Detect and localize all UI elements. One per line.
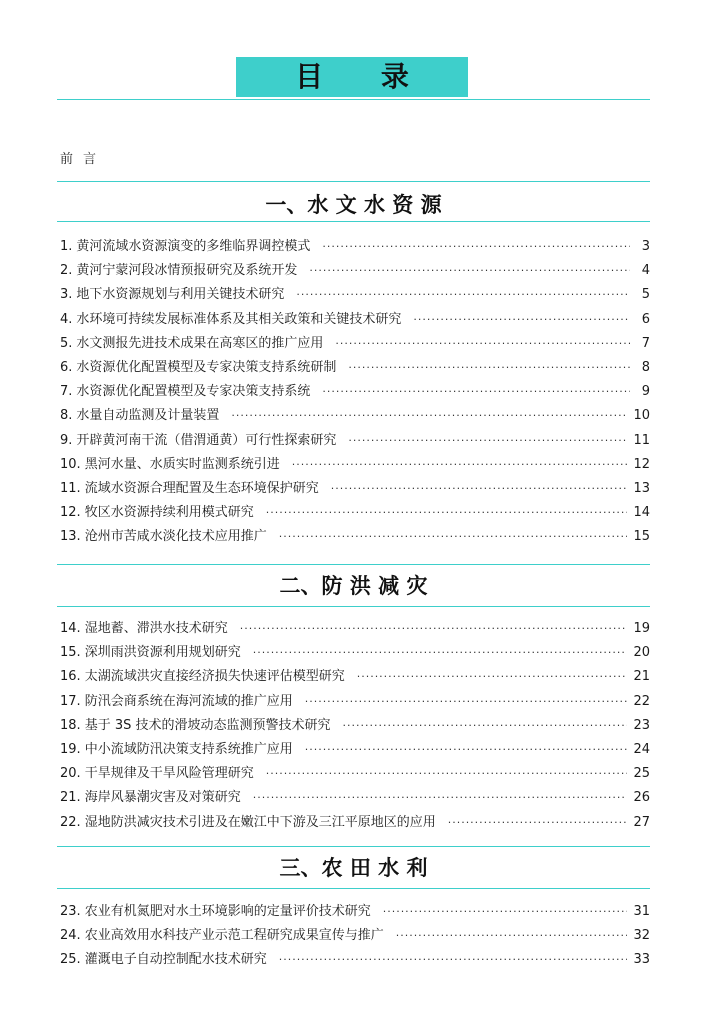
leader-dots bbox=[342, 719, 627, 732]
divider bbox=[57, 221, 650, 222]
leader-dots bbox=[331, 482, 628, 495]
divider bbox=[57, 888, 650, 889]
toc-entry-page: 4 bbox=[641, 263, 650, 279]
toc-entry-number: 3. bbox=[60, 287, 73, 303]
toc-entry-title: 干旱规律及干旱风险管理研究 bbox=[84, 766, 254, 782]
toc-entry[interactable] bbox=[60, 811, 650, 835]
toc-entry-title: 农业有机氮肥对水土环境影响的定量评价技术研究 bbox=[84, 904, 371, 919]
toc-entry-page: 24 bbox=[633, 741, 650, 757]
toc-entry-page: 12 bbox=[633, 456, 650, 472]
toc-entry-title: 黑河水量、水质实时监测系统引进 bbox=[84, 456, 280, 472]
toc-entry[interactable] bbox=[60, 714, 650, 738]
toc-entry[interactable] bbox=[60, 738, 650, 762]
toc-entry-page: 7 bbox=[641, 335, 650, 351]
toc-entry-number: 17. bbox=[60, 693, 81, 709]
toc-entry-title: 深圳雨洪资源利用规划研究 bbox=[84, 645, 241, 661]
toc-entry[interactable] bbox=[60, 404, 650, 428]
leader-dots bbox=[279, 530, 628, 543]
toc-entry[interactable] bbox=[60, 690, 650, 714]
toc-entry[interactable] bbox=[60, 525, 650, 549]
toc-entry-number: 1. bbox=[60, 239, 73, 254]
toc-entry[interactable] bbox=[60, 641, 650, 665]
toc-entry-number: 13. bbox=[60, 529, 81, 545]
toc-entry-title: 牧区水资源持续利用模式研究 bbox=[84, 505, 254, 521]
toc-entry[interactable] bbox=[60, 948, 650, 972]
leader-dots bbox=[279, 953, 628, 966]
toc-entry-number: 24. bbox=[60, 928, 81, 944]
toc-entry-number: 10. bbox=[60, 456, 81, 472]
leader-dots bbox=[305, 695, 628, 708]
leader-dots bbox=[396, 929, 628, 942]
toc-entry-title: 沧州市苦咸水淡化技术应用推广 bbox=[84, 529, 267, 545]
toc-entry[interactable] bbox=[60, 259, 650, 283]
toc-entry[interactable] bbox=[60, 453, 650, 477]
leader-dots bbox=[266, 767, 628, 780]
toc-entry-title: 水环境可持续发展标准体系及其相关政策和关键技术研究 bbox=[76, 311, 402, 327]
toc-entry[interactable] bbox=[60, 762, 650, 786]
leader-dots bbox=[322, 240, 630, 253]
toc-entry-number: 5. bbox=[60, 335, 73, 351]
toc-entry-number: 20. bbox=[60, 766, 81, 782]
toc-entry[interactable] bbox=[60, 235, 650, 259]
section-title-irrigation: 三、农 田 水 利 bbox=[279, 855, 428, 880]
toc-entry[interactable] bbox=[60, 617, 650, 641]
toc-entry-title: 黄河流域水资源演变的多维临界调控模式 bbox=[76, 239, 311, 254]
toc-entry-number: 21. bbox=[60, 790, 81, 806]
leader-dots bbox=[348, 361, 630, 374]
divider bbox=[57, 181, 650, 182]
leader-dots bbox=[348, 434, 627, 447]
toc-entry-page: 22 bbox=[633, 693, 650, 709]
toc-entry-page: 33 bbox=[633, 952, 650, 968]
toc-entry-number: 11. bbox=[60, 480, 81, 496]
toc-entry[interactable] bbox=[60, 924, 650, 948]
leader-dots bbox=[322, 385, 630, 398]
toc-entry[interactable] bbox=[60, 429, 650, 453]
leader-dots bbox=[253, 791, 628, 804]
divider bbox=[57, 606, 650, 607]
toc-entry-page: 5 bbox=[641, 287, 650, 303]
section-title-flood-control: 二、防 洪 减 灾 bbox=[279, 573, 428, 598]
toc-entry-title: 开辟黄河南干流（借渭通黄）可行性探索研究 bbox=[76, 432, 337, 448]
toc-entry-page: 31 bbox=[633, 904, 650, 919]
toc-entry-page: 11 bbox=[633, 432, 650, 448]
leader-dots bbox=[231, 409, 627, 422]
toc-entry[interactable] bbox=[60, 283, 650, 307]
toc-entry-page: 19 bbox=[633, 621, 650, 636]
toc-entry[interactable] bbox=[60, 380, 650, 404]
divider bbox=[57, 99, 650, 100]
toc-entry-number: 4. bbox=[60, 311, 73, 327]
toc-entry-title: 黄河宁蒙河段冰情预报研究及系统开发 bbox=[76, 263, 298, 279]
toc-entry-page: 23 bbox=[633, 717, 650, 733]
leader-dots bbox=[357, 670, 628, 683]
leader-dots bbox=[253, 646, 628, 659]
toc-entry-title: 水资源优化配置模型及专家决策支持系统研制 bbox=[76, 359, 337, 375]
toc-entry-number: 19. bbox=[60, 741, 81, 757]
leader-dots bbox=[413, 313, 630, 326]
toc-entry[interactable] bbox=[60, 477, 650, 501]
toc-entry-number: 8. bbox=[60, 408, 73, 424]
toc-entry-page: 13 bbox=[633, 480, 650, 496]
toc-entry[interactable] bbox=[60, 332, 650, 356]
toc-entry-page: 15 bbox=[633, 529, 650, 545]
toc-entry-title: 水量自动监测及计量装置 bbox=[76, 408, 220, 424]
toc-entry-title: 农业高效用水科技产业示范工程研究成果宣传与推广 bbox=[84, 928, 384, 944]
toc-entry-number: 23. bbox=[60, 904, 81, 919]
toc-entry-page: 26 bbox=[633, 790, 650, 806]
toc-entry[interactable] bbox=[60, 786, 650, 810]
section-title-hydrology: 一、水 文 水 资 源 bbox=[265, 192, 442, 217]
toc-entry-title: 流域水资源合理配置及生态环境保护研究 bbox=[84, 480, 319, 496]
toc-list-section-1 bbox=[60, 235, 650, 549]
leader-dots bbox=[240, 622, 628, 635]
toc-list-section-2 bbox=[60, 617, 650, 835]
toc-entry-number: 14. bbox=[60, 621, 81, 636]
toc-entry-number: 7. bbox=[60, 384, 73, 400]
toc-entry-page: 27 bbox=[633, 814, 650, 830]
toc-entry-page: 6 bbox=[641, 311, 650, 327]
toc-entry-page: 14 bbox=[633, 505, 650, 521]
leader-dots bbox=[266, 506, 628, 519]
toc-entry-title: 太湖流域洪灾直接经济损失快速评估模型研究 bbox=[84, 669, 345, 685]
toc-entry-page: 25 bbox=[633, 766, 650, 782]
toc-entry-number: 15. bbox=[60, 645, 81, 661]
toc-entry[interactable] bbox=[60, 900, 650, 924]
divider bbox=[57, 846, 650, 847]
toc-entry[interactable] bbox=[60, 308, 650, 332]
toc-entry-page: 9 bbox=[641, 384, 650, 400]
toc-entry-number: 22. bbox=[60, 814, 81, 830]
toc-entry-number: 2. bbox=[60, 263, 73, 279]
leader-dots bbox=[309, 264, 630, 277]
toc-entry-number: 12. bbox=[60, 505, 81, 521]
toc-entry[interactable] bbox=[60, 356, 650, 380]
leader-dots bbox=[335, 337, 630, 350]
toc-entry-number: 6. bbox=[60, 359, 73, 375]
toc-entry-page: 21 bbox=[633, 669, 650, 685]
toc-entry-title: 水文测报先进技术成果在高寒区的推广应用 bbox=[76, 335, 324, 351]
leader-dots bbox=[448, 816, 628, 829]
preface-entry[interactable]: 前言 bbox=[60, 152, 107, 167]
page-title: 目 录 bbox=[295, 60, 433, 93]
leader-dots bbox=[296, 288, 630, 301]
toc-entry-number: 25. bbox=[60, 952, 81, 968]
toc-entry-page: 8 bbox=[641, 359, 650, 375]
toc-entry-title: 中小流域防汛决策支持系统推广应用 bbox=[84, 741, 293, 757]
toc-entry-page: 10 bbox=[633, 408, 650, 424]
toc-entry[interactable] bbox=[60, 501, 650, 525]
toc-entry-number: 9. bbox=[60, 432, 73, 448]
leader-dots bbox=[292, 458, 628, 471]
toc-entry-title: 海岸风暴潮灾害及对策研究 bbox=[84, 790, 241, 806]
toc-entry-number: 16. bbox=[60, 669, 81, 685]
toc-entry-title: 地下水资源规划与利用关键技术研究 bbox=[76, 287, 285, 303]
toc-entry-title: 水资源优化配置模型及专家决策支持系统 bbox=[76, 384, 311, 400]
toc-entry-page: 20 bbox=[633, 645, 650, 661]
toc-entry-page: 32 bbox=[633, 928, 650, 944]
toc-entry-title: 基于 3S 技术的滑坡动态监测预警技术研究 bbox=[84, 717, 331, 733]
divider bbox=[57, 564, 650, 565]
leader-dots bbox=[383, 905, 628, 918]
toc-entry-page: 3 bbox=[641, 239, 650, 254]
leader-dots bbox=[305, 743, 628, 756]
toc-entry-number: 18. bbox=[60, 717, 81, 733]
toc-entry-title: 防汛会商系统在海河流域的推广应用 bbox=[84, 693, 293, 709]
toc-entry-title: 湿地防洪减灾技术引进及在嫩江中下游及三江平原地区的应用 bbox=[84, 814, 436, 830]
toc-entry-title: 湿地蓄、滞洪水技术研究 bbox=[84, 621, 228, 636]
toc-entry[interactable] bbox=[60, 665, 650, 689]
toc-list-section-3 bbox=[60, 900, 650, 973]
toc-entry-title: 灌溉电子自动控制配水技术研究 bbox=[84, 952, 267, 968]
